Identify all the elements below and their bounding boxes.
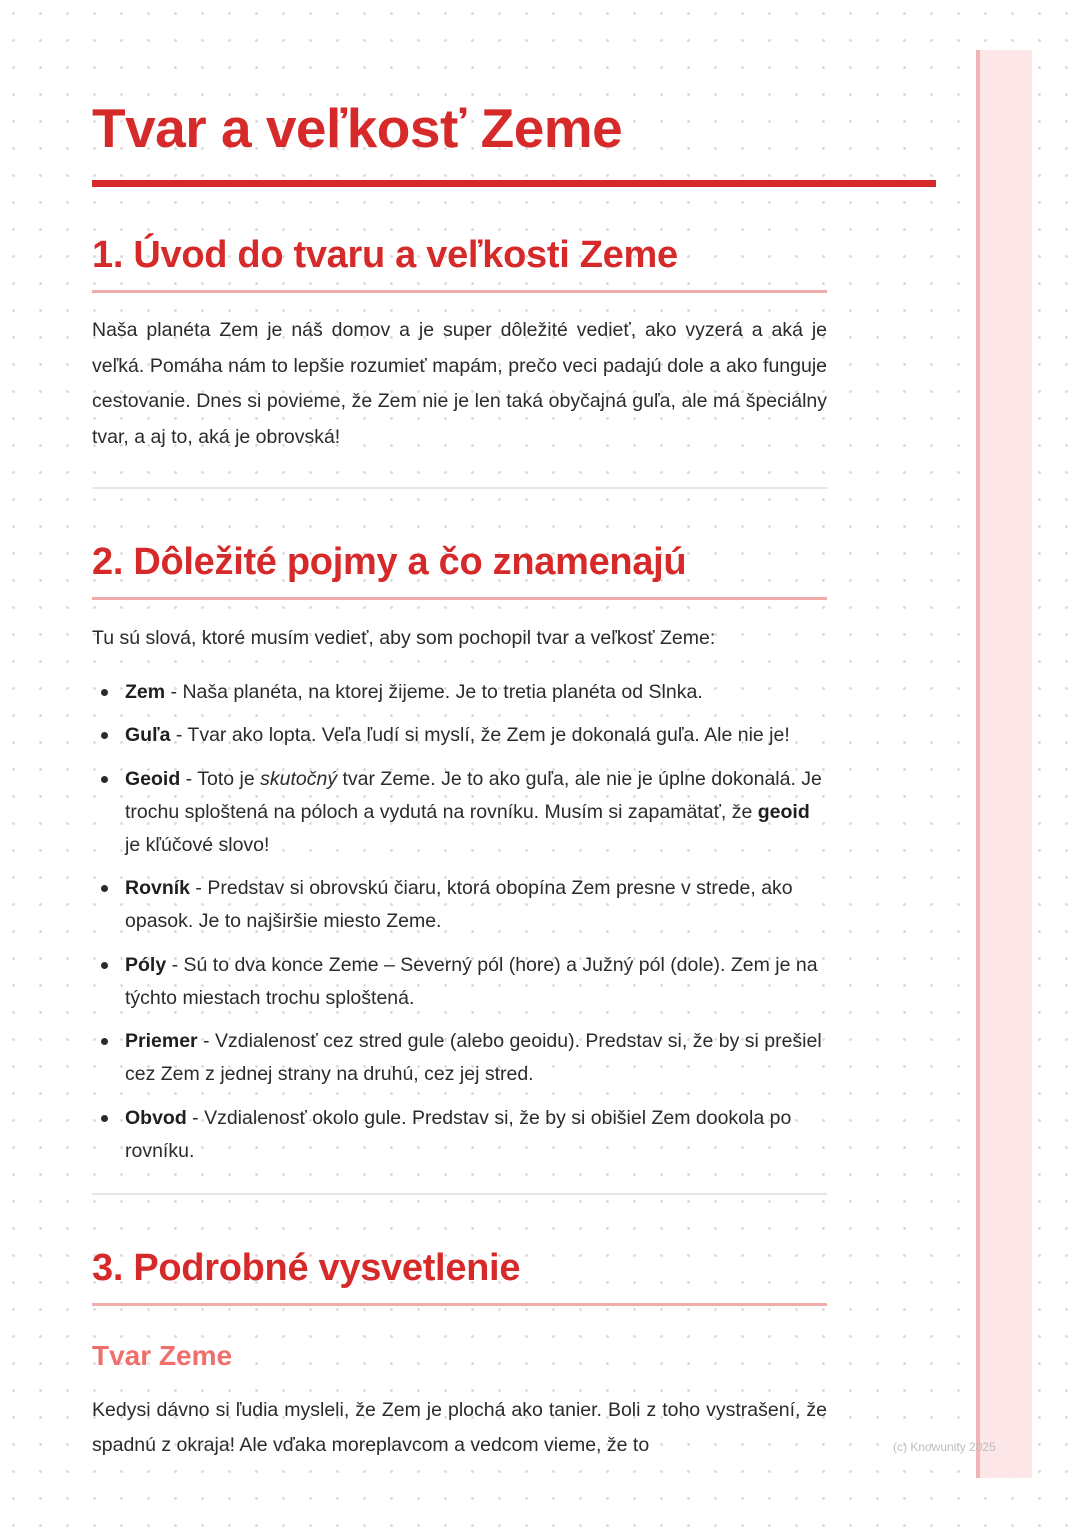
term-label: Guľa bbox=[125, 724, 171, 746]
term-definition: - Toto je bbox=[180, 767, 261, 790]
term-definition: - Tvar ako lopta. Veľa ľudí si myslí, že Zem je dokonalá guľa. Ale nie je! bbox=[170, 724, 790, 746]
term-definition: - Sú to dva konce Zeme – Severný pól (hore) a Južný pól (dole). Zem je na týchto miestach trochu sploštená. bbox=[125, 953, 818, 1009]
section-detailed-explanation bbox=[92, 1239, 827, 1464]
section-heading: 2. Dôležité pojmy a čo znamenajú bbox=[92, 541, 687, 583]
list-item bbox=[92, 872, 827, 938]
heading-underline bbox=[92, 290, 827, 293]
term-label: Zem bbox=[125, 680, 166, 703]
heading-underline bbox=[92, 1303, 827, 1306]
bullet-icon bbox=[101, 885, 108, 892]
term-definition: tvar Zeme. Je to ako guľa, ale nie je úplne dokonalá. Je trochu sploštená na póloch a vydutá na rovníku. Musím si zapamätať, že bbox=[125, 767, 822, 823]
list-item bbox=[92, 676, 827, 709]
bullet-icon bbox=[101, 1038, 108, 1045]
section-heading: 1. Úvod do tvaru a veľkosti Zeme bbox=[92, 234, 678, 276]
document-title: Tvar a veľkosť Zeme bbox=[92, 97, 623, 159]
term-label: Póly bbox=[125, 953, 167, 976]
list-item bbox=[92, 1025, 827, 1091]
bullet-icon bbox=[101, 776, 108, 783]
term-definition: - Naša planéta, na ktorej žijeme. Je to tretia planéta od Slnka. bbox=[165, 680, 703, 703]
section-divider bbox=[92, 487, 827, 489]
section-heading: 3. Podrobné vysvetlenie bbox=[92, 1246, 521, 1289]
list-item bbox=[92, 949, 827, 1015]
shape-paragraph: Kedysi dávno si ľudia mysleli, že Zem je plochá ako tanier. Boli z toho vystrašení, že spadnú z okraja! Ale vďaka moreplavcom a vedcom vieme, že to bbox=[92, 1398, 827, 1456]
term-label: Obvod bbox=[125, 1106, 187, 1129]
term-definition: - Vzdialenosť cez stred gule (alebo geoidu). Predstav si, že by si prešiel cez Zem z jednej strany na druhú, cez jej stred. bbox=[125, 1030, 822, 1085]
term-definition: je kľúčové slovo! bbox=[125, 833, 270, 856]
bullet-icon bbox=[101, 962, 108, 969]
terms-intro: Tu sú slová, ktoré musím vedieť, aby som pochopil tvar a veľkosť Zeme: bbox=[92, 627, 716, 649]
section-introduction bbox=[92, 226, 827, 455]
bullet-icon bbox=[101, 1115, 108, 1122]
subsection-heading: Tvar Zeme bbox=[92, 1339, 233, 1371]
term-emphasis: skutočný bbox=[260, 767, 338, 790]
page-margin-band bbox=[976, 50, 1032, 1478]
terms-list bbox=[92, 676, 827, 1168]
list-item bbox=[92, 763, 827, 862]
heading-underline bbox=[92, 597, 827, 600]
intro-paragraph: Naša planéta Zem je náš domov a je super dôležité vedieť, ako vyzerá a aká je veľká. Pomáha nám to lepšie rozumieť mapám, prečo veci padajú dole a ako funguje cestovanie. Dnes si povieme, že Zem nie je len taká obyčajná guľa, ale má špeciálny tvar, a aj to, aká je obrovská! bbox=[92, 319, 827, 448]
term-definition: - Vzdialenosť okolo gule. Predstav si, že by si obišiel Zem dookola po rovníku. bbox=[125, 1106, 792, 1162]
section-divider bbox=[92, 1193, 827, 1195]
term-keyword: geoid bbox=[757, 800, 810, 823]
term-label: Rovník bbox=[125, 877, 191, 899]
term-label: Geoid bbox=[125, 767, 181, 790]
bullet-icon bbox=[101, 732, 108, 739]
copyright-notice: (c) Knowunity 2025 bbox=[893, 1440, 996, 1454]
list-item bbox=[92, 1102, 827, 1168]
term-label: Priemer bbox=[125, 1030, 198, 1052]
list-item bbox=[92, 719, 827, 752]
term-definition: - Predstav si obrovskú čiaru, ktorá obopína Zem presne v strede, ako opasok. Je to najširšie miesto Zeme. bbox=[125, 877, 793, 932]
section-key-terms bbox=[92, 533, 827, 1168]
bullet-icon bbox=[101, 689, 108, 696]
title-underline bbox=[92, 180, 936, 187]
document-content bbox=[92, 226, 827, 1464]
